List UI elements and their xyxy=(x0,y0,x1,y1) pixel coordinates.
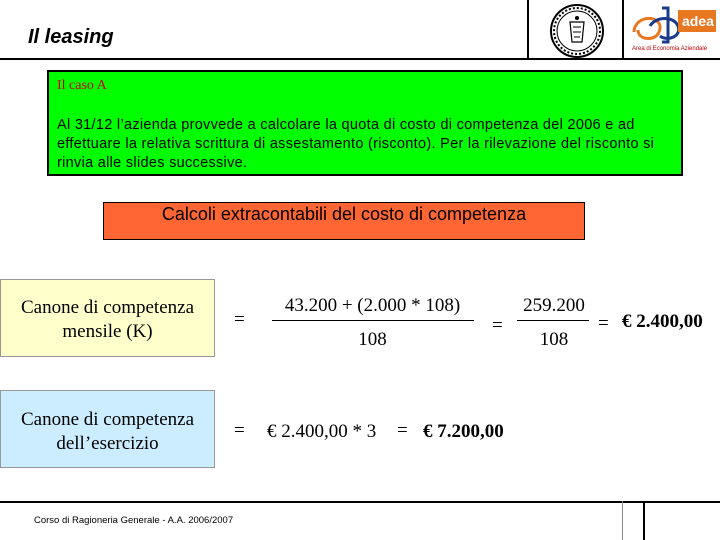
annual-fee-label-line2: dell’esercizio xyxy=(56,433,159,454)
equals-sign: = xyxy=(492,315,503,336)
annual-fee-label-line1: Canone di competenza xyxy=(20,409,195,430)
footer-divider xyxy=(643,501,645,540)
fraction-line xyxy=(517,320,589,321)
calc-title: Calcoli extracontabili del costo di competenza xyxy=(161,204,527,224)
equals-sign: = xyxy=(598,313,609,334)
course-footer: Corso di Ragioneria Generale - A.A. 2006/2007 xyxy=(34,515,234,526)
fraction-line xyxy=(272,320,474,321)
fraction-denominator: 108 xyxy=(539,329,569,350)
monthly-fee-label xyxy=(0,296,215,344)
equals-sign: = xyxy=(397,420,408,441)
monthly-fee-label-line2: mensile (K) xyxy=(62,321,153,342)
annual-fee-result: € 7.200,00 xyxy=(423,421,504,442)
logo-wordmark: adea xyxy=(682,13,714,29)
adea-logo xyxy=(628,2,720,58)
monthly-fee-label-line1: Canone di competenza xyxy=(20,297,195,318)
slide-title: Il leasing xyxy=(28,26,114,48)
annual-fee-label xyxy=(0,408,215,456)
header-divider xyxy=(622,0,624,60)
header-rule xyxy=(0,58,720,60)
logo-subtitle: Area di Economia Aziendale xyxy=(632,46,708,52)
header-divider xyxy=(527,0,529,60)
monthly-fee-result: € 2.400,00 xyxy=(622,311,703,332)
case-label: Il caso A xyxy=(57,78,107,93)
fraction-numerator: 43.200 + (2.000 * 108) xyxy=(284,295,461,316)
footer-rule xyxy=(0,501,720,503)
equals-sign: = xyxy=(234,309,245,330)
case-description: Al 31/12 l’azienda provvede a calcolare la quota di costo di competenza del 2006 e ad effettuare la relativa scrittura di assestamento (risconto). Per la rilevazione del risconto si rinvia alle slides successive. xyxy=(57,117,655,171)
equals-sign: = xyxy=(234,420,245,441)
annual-fee-expression: € 2.400,00 * 3 xyxy=(267,421,377,442)
fraction-numerator: 259.200 xyxy=(523,295,585,316)
footer-divider xyxy=(622,501,643,540)
university-seal-logo xyxy=(548,2,606,60)
fraction-denominator: 108 xyxy=(358,329,387,350)
